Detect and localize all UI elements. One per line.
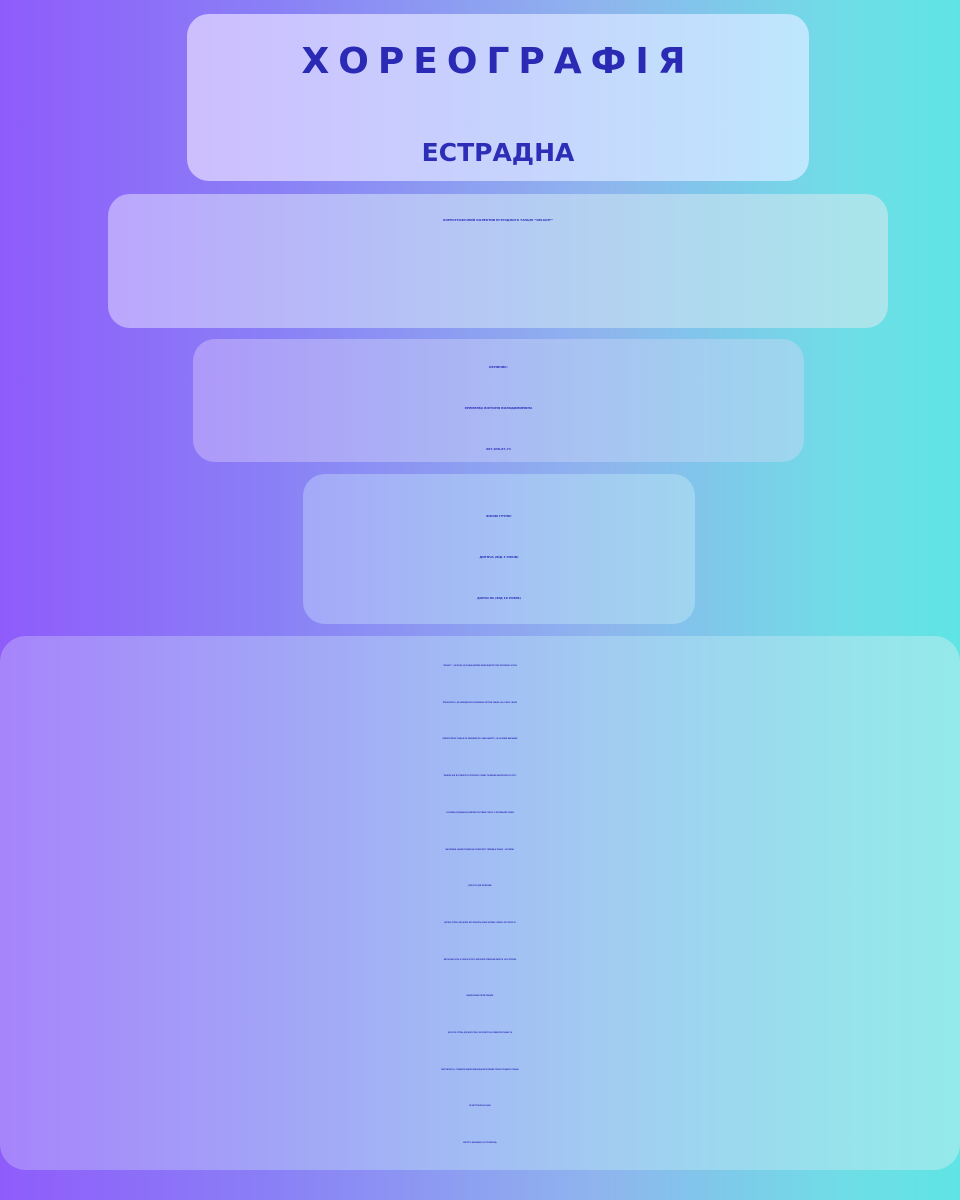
description-line: ПЛАСТИЧНІСТЬ, ОТРИМАТИ ЗАДОВОЛЕННЯ ВІД ВИТОНЧЕНИХ РУХІВ ЕСТРАДНОГО ТАНЦЮ: [441, 1069, 519, 1071]
price-line: ВАРТІСТЬ НАВЧАННЯ: 500 ГРН/МІСЯЦЬ: [463, 1143, 497, 1145]
description-line: ДИТЯЧА ГРУПА: ДЛЯ ДІТЕЙ, ЯКІ ЛЮБЛЯТЬ НІЖНУ МУЗИКУ, МРІЮТЬ ПРО ЛЕГКІ ТА: [444, 922, 516, 924]
title-panel: [187, 14, 809, 181]
description-line: МАСШТАБІВ, ЦІКАВІ ПОЇЗДКИ ДО РІЗНИХ МІСТ УКРАЇНИ,А ТАКОЖ - ЗА ЇЇ МЕЖІ.: [445, 849, 515, 851]
description-line: НЕПОВТОРНОЮ ГРАЦІЄЮ ТА ЕМОЦІЙНІСТЮ. НАШІ ЗАНЯТТЯ – ЦЕ НЕ ЛИШЕ НАВЧАННЯ: [442, 739, 518, 741]
description-line: ТАНЦЯМ, АЛЕ Й РОЗВИТОК ЕСТЕТИЧНОГО СМАКУ ТА ВМІННЯ БАЧИТИ КРАСУ В РУСІ.: [443, 776, 517, 778]
age-group-adults: ДОРОСЛА (ВІД 18 РОКІВ): [477, 596, 521, 600]
description-line: ПРЕКРАСНОГО, ДЕ НАРОДЖУЮТЬСЯ МАЛЕНЬКІ ЗІРОЧКИ ТАНЦЮ, ЩО СЯЮТЬ СВОЄЮ: [442, 702, 518, 704]
audience-heading: ДЛЯ КОГО ЦЕЙ КОЛЕКТИВ:: [468, 886, 492, 888]
description-line: ОСОБЛИВА РОДЗИНКА КОЛЕКТИВУ-ПОСТІЙНА УЧАСТЬ У ФЕСТИВАЛЯХ РІЗНИХ: [446, 812, 514, 814]
description-line: ДОРОСЛА ГРУПА: ДЛЯ ДОРОСЛИХ, ЯКІ ПРАГНУТЬ РОЗВИНУТИ ГРАЦІЮ ТА: [448, 1033, 512, 1035]
collective-panel: [108, 194, 888, 328]
page-title: ХОРЕОГРАФІЯ: [301, 41, 695, 82]
description-line: ТА ВИСТУПАТИ НА СЦЕНІ.: [468, 1106, 492, 1108]
age-group-children: ДИТЯЧА (ВІД 3 РОКІВ): [479, 555, 519, 559]
description-panel: [0, 636, 960, 1170]
age-groups-label: ВІКОВІ ГРУПИ:: [486, 514, 512, 518]
age-groups-panel: [303, 474, 695, 624]
leader-label: КЕРІВНИК:: [489, 365, 508, 369]
collective-name: ХОРЕОГРАФІЧНИЙ КОЛЕКТИВ ЕСТРАДНОГО ТАНЦЮ “DELIGHT”: [443, 218, 553, 222]
description-line: ЗАДОВОЛЕННЯ СВОЇМ ТАНЦЕМ.: [466, 996, 494, 998]
page-subtitle: ЕСТРАДНА: [421, 138, 575, 167]
leader-name: ЄРЕМЄЄВА ВІКТОРІЯ ВОЛОДИМИРІВНА: [464, 406, 533, 410]
leader-phone: 097-048-67-74: [486, 447, 511, 451]
leader-panel: [193, 339, 804, 462]
description-line: “DELIGHT” – ЦЕ МІСЦЕ, ДЕ КОЖНА ДИТИНА МОЖЕ ВІДЧУТИ СЕБЕ ЧАСТИНОЮ ЧОГОСЬ: [442, 666, 518, 667]
description-line: ВИТОНЧЕНІ РУХИ, А ТАКОЖ ХОЧУТЬ ДАРУВАТИ ГЛЯДАЧАМ РАДІСТЬ ТА ЕСТЕТИЧНЕ: [443, 959, 517, 961]
